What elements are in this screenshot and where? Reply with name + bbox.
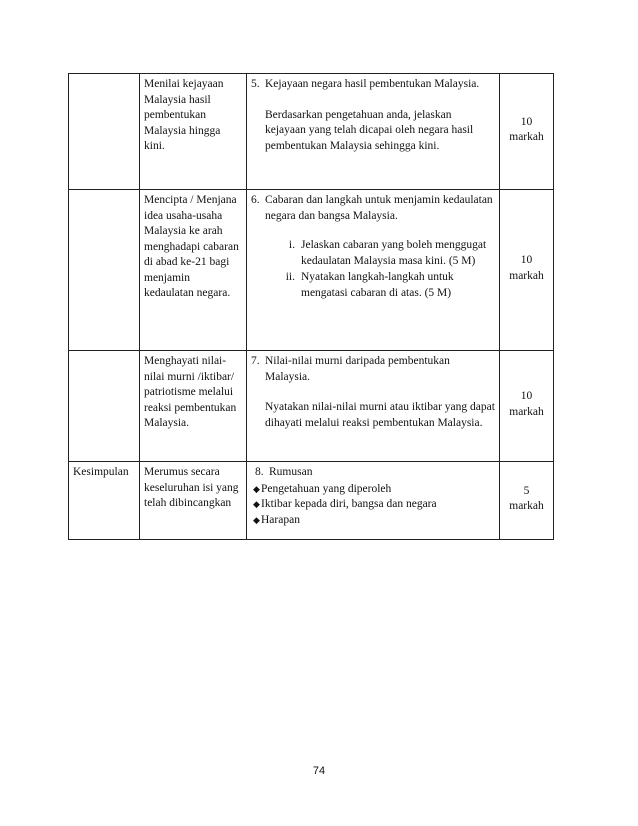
bullet-icon: ◆ bbox=[253, 483, 260, 494]
sub-question-number: i. bbox=[288, 239, 295, 251]
table-row bbox=[69, 462, 554, 540]
table-row bbox=[69, 190, 554, 351]
criterion-cell: Menilai kejayaan Malaysia hasil pembentukan Malaysia hingga kini. bbox=[140, 74, 247, 190]
question-cell bbox=[247, 190, 500, 351]
list-item: ◆ Iktibar kepada diri, bangsa dan negara bbox=[253, 497, 495, 513]
bullet-list bbox=[253, 482, 495, 529]
section-cell bbox=[69, 190, 140, 351]
list-item: ◆ Pengetahuan yang diperoleh bbox=[253, 482, 495, 498]
table-row bbox=[69, 351, 554, 462]
question-number: 8. bbox=[255, 466, 264, 478]
question-text: Nyatakan nilai-nilai murni atau iktibar yang dapat dihayati melalui reaksi pembentukan Malaysia. bbox=[265, 401, 495, 429]
criterion-cell: Menghayati nilai-nilai murni /iktibar/ patriotisme melalui reaksi pembentukan Malaysia. bbox=[140, 351, 247, 462]
page-number: 74 bbox=[312, 765, 326, 777]
question-cell bbox=[247, 462, 500, 540]
question-number: 7. bbox=[251, 355, 260, 367]
question-cell bbox=[247, 351, 500, 462]
mark-unit: markah bbox=[509, 500, 544, 512]
mark-cell bbox=[500, 351, 554, 462]
bullet-icon: ◆ bbox=[253, 514, 260, 525]
section-cell bbox=[69, 74, 140, 190]
rubric-table bbox=[68, 73, 554, 540]
list-item: ◆ Harapan bbox=[253, 513, 495, 529]
question-title: Nilai-nilai murni daripada pembentukan Malaysia. bbox=[265, 355, 450, 383]
mark-value: 10 bbox=[520, 390, 533, 402]
sub-question bbox=[271, 270, 495, 301]
question-title: Cabaran dan langkah untuk menjamin kedaulatan negara dan bangsa Malaysia. bbox=[265, 194, 493, 222]
bullet-icon: ◆ bbox=[253, 499, 260, 509]
mark-cell bbox=[500, 462, 554, 540]
mark-cell bbox=[500, 74, 554, 190]
mark-unit: markah bbox=[509, 269, 544, 282]
question-text: Berdasarkan pengetahuan anda, jelaskan kejayaan yang telah dicapai oleh negara hasil pembentukan Malaysia sehingga kini. bbox=[265, 108, 474, 152]
mark-unit: markah bbox=[509, 131, 544, 143]
mark-value: 5 bbox=[523, 484, 530, 497]
sub-question bbox=[271, 238, 495, 269]
question-number: 6. bbox=[251, 194, 260, 206]
question-number: 5. bbox=[251, 78, 260, 90]
sub-question-text: Nyatakan langkah-langkah untuk mengatasi cabaran di atas. (5 M) bbox=[301, 271, 454, 299]
table-row bbox=[69, 74, 554, 190]
criterion-cell: Merumus secara keseluruhan isi yang telah dibincangkan bbox=[140, 462, 247, 540]
criterion-cell: Mencipta / Menjana idea usaha-usaha Malaysia ke arah menghadapi cabaran di abad ke-21 bagi menjamin kedaulatan negara. bbox=[140, 190, 247, 351]
mark-unit: markah bbox=[509, 405, 544, 418]
section-cell bbox=[69, 351, 140, 462]
question-cell bbox=[247, 74, 500, 190]
section-cell: Kesimpulan bbox=[69, 462, 140, 540]
mark-cell bbox=[500, 190, 554, 351]
sub-question-text: Jelaskan cabaran yang boleh menggugat kedaulatan Malaysia masa kini. (5 M) bbox=[301, 239, 487, 267]
mark-value: 10 bbox=[520, 115, 533, 128]
question-title: Rumusan bbox=[269, 466, 313, 478]
sub-question-number: ii. bbox=[285, 271, 295, 283]
question-title: Kejayaan negara hasil pembentukan Malaysia. bbox=[265, 78, 480, 90]
mark-value: 10 bbox=[520, 254, 533, 266]
